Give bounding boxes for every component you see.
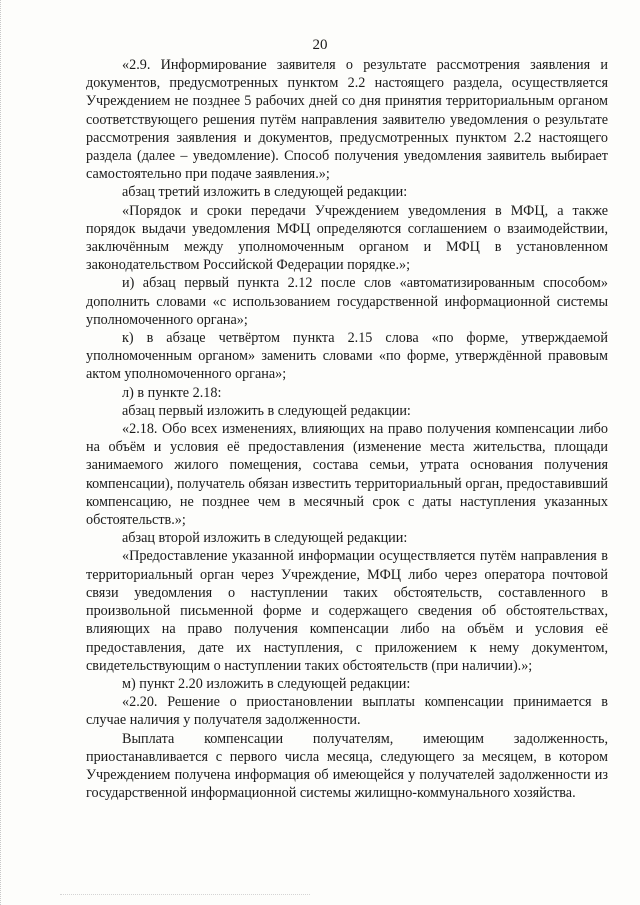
- paragraph: Выплата компенсации получателям, имеющим задолженность, приостанавливается с первого числа месяца, следующего за месяцем, в котором Учреждением получена информация об имеющейся у получателей задолженности из государственной информационной системы жилищно-коммунального хозяйства.: [86, 730, 608, 802]
- paragraph: «2.18. Обо всех изменениях, влияющих на право получения компенсации либо на объём и условия её предоставления (изменение места жительства, площади занимаемого жилого помещения, состава семьи, утрата основания получения компенсации), получатель обязан известить территориальный орган, предоставивший компенсацию, не позднее чем в месячный срок с даты наступления указанных обстоятельств.»;: [86, 421, 608, 529]
- paragraph: к) в абзаце четвёртом пункта 2.15 слова «по форме, утверждаемой уполномоченным органом» заменить словами «по форме, утверждённой правовым актом уполномоченного органа»;: [86, 330, 608, 383]
- paragraph: абзац третий изложить в следующей редакции:: [122, 184, 408, 201]
- document-body: [86, 56, 608, 802]
- paragraph: «2.9. Информирование заявителя о результате рассмотрения заявления и документов, предусмотренных пунктом 2.2 настоящего раздела, осуществляется Учреждением не позднее 5 рабочих дней со дня принятия территориальным органом соответствующего решения путём направления заявителю уведомления о результате рассмотрения заявления и документов, предусмотренных пунктом 2.2 настоящего раздела (далее – уведомление). Способ получения уведомления заявитель выбирает самостоятельно при подаче заявления.»;: [86, 57, 608, 183]
- paragraph: л) в пункте 2.18:: [122, 384, 222, 401]
- paragraph: м) пункт 2.20 изложить в следующей редакции:: [122, 675, 411, 692]
- paragraph: «2.20. Решение о приостановлении выплаты компенсации принимается в случае наличия у получателя задолженности.: [86, 694, 608, 729]
- scan-bottom-marks: [60, 894, 310, 899]
- paragraph: «Предоставление указанной информации осуществляется путём направления в территориальный орган через Учреждение, МФЦ либо через оператора почтовой связи уведомления о наступлении таких обстоятельств, составленного в произвольной письменной форме и содержащего сведения об обстоятельствах, влияющих на право получения компенсации либо на объём и условия её предоставления, дате их наступления, с приложением к нему документом, свидетельствующим о наступлении таких обстоятельств (при наличии).»;: [86, 548, 608, 674]
- paragraph: «Порядок и сроки передачи Учреждением уведомления в МФЦ, а также порядок выдачи уведомления МФЦ определяются соглашением о взаимодействии, заключённым между уполномоченным органом и МФЦ в установленном законодательством Российской Федерации порядке.»;: [86, 202, 608, 274]
- paragraph: абзац первый изложить в следующей редакции:: [122, 402, 411, 419]
- page-number: 20: [312, 37, 328, 53]
- paragraph: и) абзац первый пункта 2.12 после слов «автоматизированным способом» дополнить словами «с использованием государственной информационной системы уполномоченного органа»;: [86, 275, 608, 328]
- paragraph: абзац второй изложить в следующей редакции:: [122, 530, 408, 547]
- scan-edge-marks: [0, 0, 11, 905]
